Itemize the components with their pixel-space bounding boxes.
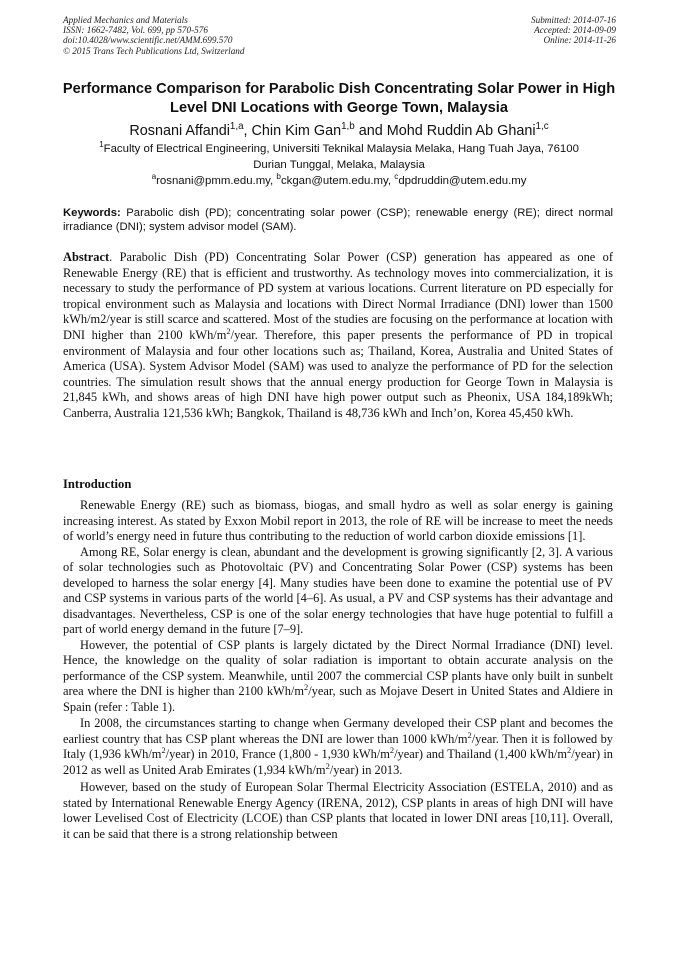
affiliation [48,141,630,189]
author-sup: 1,c [535,121,549,133]
email-list: $^a$rosnani@pmm.edu.my, $^b$ckgan@utem.edu.my, $^c$dpdruddin@utem.edu.my [151,172,527,187]
paragraph: Renewable Energy (RE) such as biomass, biogas, and small hydro as well as solar energy is gaining increasing interest. As stated by Exxon Mobil report in 2013, the role of RE will be increase to meet the needs of world’s energy need in future thus contributing to the reduction of world carbon dioxide emissions [1]. [63,498,613,543]
date-online: Online: 2014-11-26 [543,35,616,46]
keywords-label: Keywords: [63,207,121,219]
affiliation-line-1: Faculty of Electrical Engineering, Universiti Teknikal Malaysia Melaka, Hang Tuah Jaya, 76100 [103,143,579,155]
keywords [63,206,613,235]
email-link[interactable]: dpdruddin@utem.edu.my [398,175,527,187]
section-heading: Introduction [63,477,132,491]
journal-name: Applied Mechanics and Materials [63,15,188,25]
paragraph: In 2008, the circumstances starting to change when Germany developed their CSP plant and becomes the earliest country that has CSP plant whereas the DNI are lower than 1000 kWh/$m^2$/year. Then it is followed by Italy (1,936 kWh/$m^2/year$) in 2010, France (1,800 - 1,930 kWh/$m^2/year$) and Thailand (1,400 kWh/$m^2/year$) in 2012 as well as United Arab Emirates (1,934 kWh/$m^2/year$) in 2013. [63,716,614,777]
abstract-text: . Parabolic Dish (PD) Concentrating Solar Power (CSP) generation has appeared as one of Renewable Energy (RE) that is efficient and trustworthy. As technology moves into commercialization, it is necessary to study the performance of PD system at various locations. Current literature on PD especially for tropical environment such as Malaysia and locations with Direct Normal Irradiance (DNI) lower than 1500 kWh/m2/year is still scarce and scattered. Most of the studies are focusing on the performance at location with DNI higher than 2100 kWh/m [63,250,613,342]
author-sup: 1,b [341,121,355,133]
paper-title: Performance Comparison for Parabolic Dish Concentrating Solar Power in High Level DNI Locations with George Town, Malaysia [62,81,616,116]
introduction-body [63,498,613,842]
journal-doi: doi:10.4028/www.scientific.net/AMM.699.570 [63,35,233,46]
author-name: Rosnani Affandi [129,123,230,139]
journal-copyright: © 2015 Trans Tech Publications Ltd, Switzerland [63,45,245,56]
abstract-text: /year. Therefore, this paper presents the performance of PD in tropical environment of Malaysia and four other locations such as; Thailand, Korea, Australia and United States of America (USA). System Advisor Model (SAM) was used to analyze the performance of PD for the selection countries. The simulation result shows that the annual energy production for George Town in Malaysia is 21,845 kWh, and shows areas of high DNI have high power output such as Pheonix, USA 184,189kWh; Canberra, Australia 121,536 kWh; Bangkok, Thailand is 48,736 kWh and Inch’on, Korea 45,450 kWh. [63,327,614,420]
submission-dates [531,15,616,46]
author-name: Chin Kim Gan [251,123,342,139]
affiliation-sup: 1 [99,140,104,150]
author-sup: 1,a [229,121,244,133]
journal-info [63,15,244,56]
paragraph: However, based on the study of European Solar Thermal Electricity Association (ESTELA, 2010) and as stated by International Renewable Energy Agency (IRENA, 2012), CSP plants in areas of high DNI will have lower Levelised Cost of Electricity (LCOE) than CSP plants that located in lower DNI areas [10,11]. Overall, it can be said that there is a strong relationship between [63,780,613,841]
paragraph: However, the potential of CSP plants is largely dictated by the Direct Normal Irradiance (DNI) level. Hence, the knowledge on the quality of solar radiation is important to obtain accurate analysis on the performance of the CSP system. Meanwhile, until 2007 the commercial CSP plants have only built in sunbelt area where the DNI is higher than 2100 kWh/$m^2$/year, such as Mojave Desert in United States and Aldiere in Spain (refer : Table 1). [63,637,613,714]
affiliation-line-2: Durian Tunggal, Melaka, Malaysia [253,159,425,171]
abstract-label: Abstract [63,250,110,264]
paragraph: Among RE, Solar energy is clean, abundant and the development is growing significantly [2, 3]. A various of solar technologies such as Photovoltaic (PV) and Concentrating Solar Power (CSP) systems has been developed to harness the solar energy [4]. Many studies have been done to examine the potential use of PV and CSP systems in various parts of the world [4–6]. As usual, a PV and CSP systems has their advantage and disadvantages. Nevertheless, CSP is one of the solar energy technologies that have huge potential to fulfill a part of world energy demand in the future [7–9]. [63,544,613,636]
author-list: Rosnani Affandi$^{1,a}$, Chin Kim Gan$^{1,b}$ and Mohd Ruddin Ab Ghani$^{1,c}$ [129,121,549,139]
author-name: Mohd Ruddin Ab Ghani [386,123,536,139]
journal-issn: ISSN: 1662-7482, Vol. 699, pp 570-576 [63,25,208,36]
abstract: Abstract. Parabolic Dish (PD) Concentrating Solar Power (CSP) generation has appeared as one of Renewable Energy (RE) that is efficient and trustworthy. As technology moves into commercialization, it is necessary to study the performance of PD system at various locations. Current literature on PD especially for tropical environment such as Malaysia and locations with Direct Normal Irradiance (DNI) lower than 1500 kWh/m2/year is still scarce and scattered. Most of the studies are focusing on the performance at location with DNI higher than 2100 kWh/$m^2$/year. Therefore, this paper presents the performance of PD in tropical environment of Malaysia and four other locations such as; Thailand, Korea, Australia and United States of America (USA). System Advisor Model (SAM) was used to analyze the performance of PD for the selection countries. The simulation result shows that the annual energy production for George Town in Malaysia is 21,845 kWh, and shows areas of high DNI have high power output such as Pheonix, USA 184,189kWh; Canberra, Australia 121,536 kWh; Bangkok, Thailand is 48,736 kWh and Inch’on, Korea 45,450 kWh. [63,250,614,420]
email-link[interactable]: rosnani@pmm.edu.my [156,175,271,187]
date-accepted: Accepted: 2014-09-09 [534,25,616,36]
email-link[interactable]: ckgan@utem.edu.my [280,175,388,187]
keywords-text: Parabolic dish (PD); concentrating solar power (CSP); renewable energy (RE); direct normal irradiance (DNI); system advisor model (SAM). [63,207,613,234]
date-submitted: Submitted: 2014-07-16 [531,15,616,25]
